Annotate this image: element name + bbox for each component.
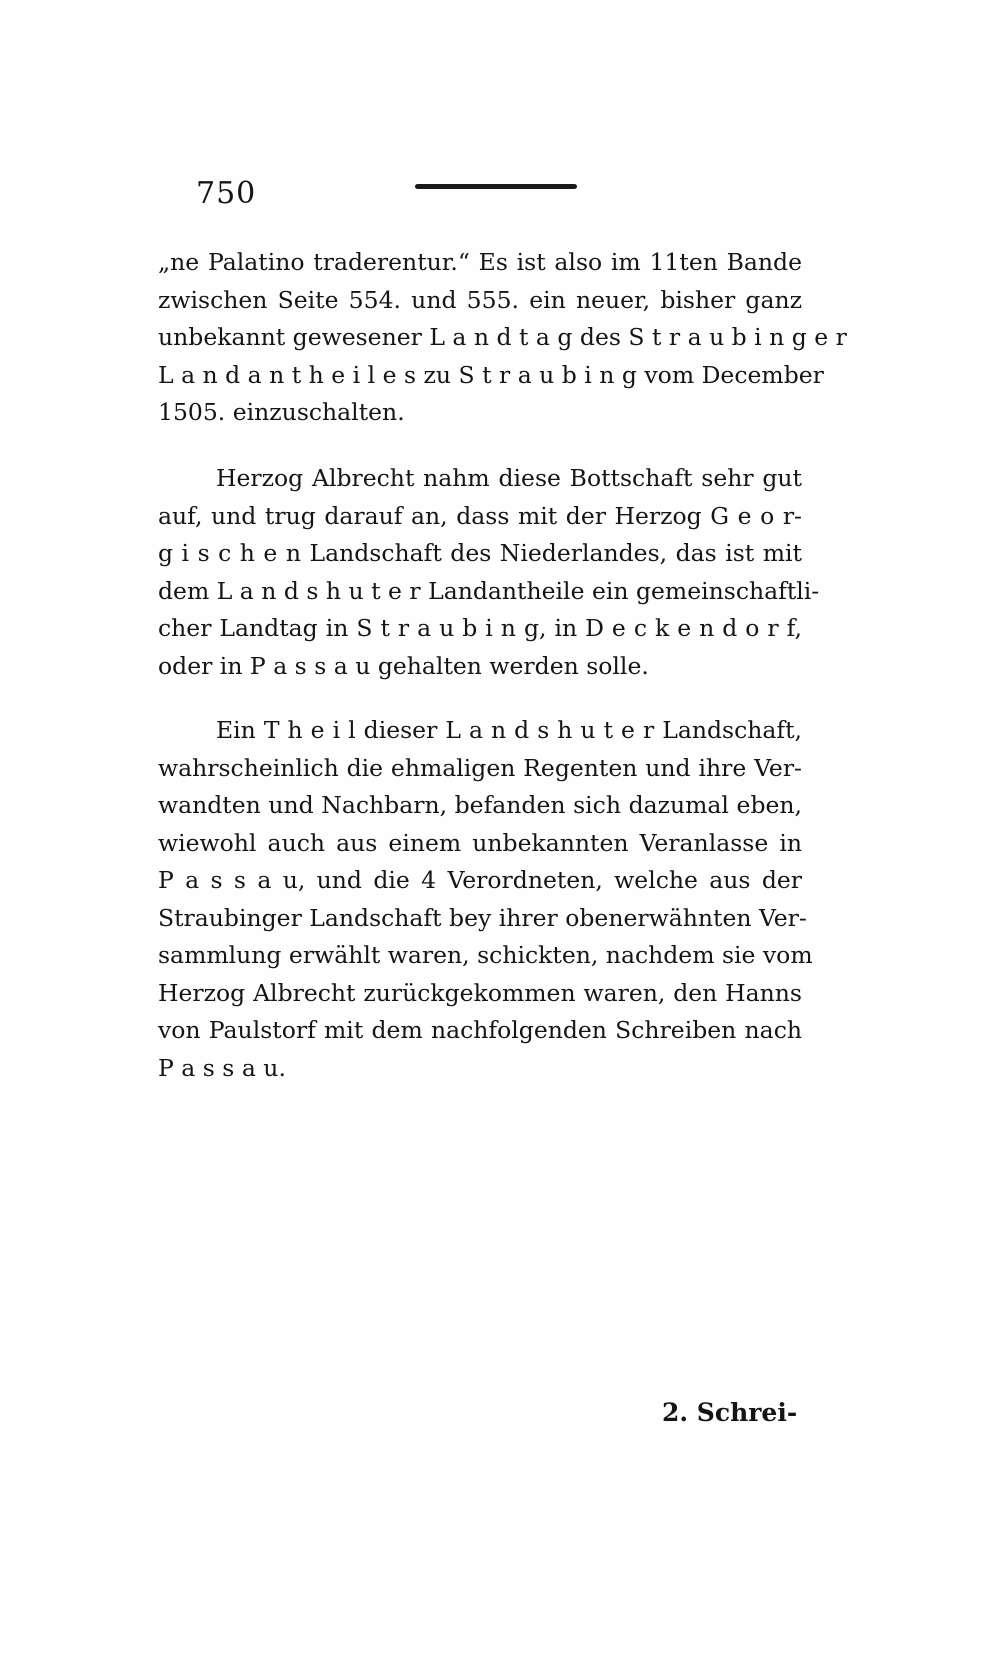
text-line: 1505. einzuschalten. [158,398,405,426]
text-line: sammlung erwählt waren, schickten, nachdem sie vom [158,941,813,969]
text-line: dem L a n d s h u t e r Landantheile ein gemeinschaftli- [158,576,820,605]
text-line: wandten und Nachbarn, befanden sich dazumal eben, [158,791,802,819]
text-line: unbekannt gewesener L a n d t a g des S t r a u b i n g e r [158,323,847,351]
text-line: wahrscheinlich die ehmaligen Regenten und ihre Ver- [158,753,802,782]
text-line: von Paulstorf mit dem nachfolgenden Schreiben nach [158,1016,802,1044]
text-line: cher Landtag in S t r a u b i n g, in D e c k e n d o r f, [158,614,802,642]
text-line: P a s s a u, und die 4 Verordneten, welche aus der [158,866,802,894]
text-line: oder in P a s s a u gehalten werden solle. [158,651,649,680]
text-line: auf, und trug darauf an, dass mit der Herzog G e o r- [158,501,802,530]
text-line: L a n d a n t h e i l e s zu S t r a u b i n g vom December [158,360,824,389]
text-line: Ein T h e i l dieser L a n d s h u t e r Landschaft, [216,716,802,744]
page-number: 750 [196,176,257,211]
text-line: Straubinger Landschaft bey ihrer obenerwähnten Ver- [158,903,807,932]
text-line: wiewohl auch aus einem unbekannten Veranlasse in [158,828,802,857]
header-rule [415,184,577,189]
text-line: Herzog Albrecht zurückgekommen waren, den Hanns [158,978,802,1007]
paragraph-1 [158,244,847,432]
paragraph-2 [158,460,820,685]
text-line: „ne Palatino traderentur.“ Es ist also im 11ten Bande [158,248,802,276]
text-line: Herzog Albrecht nahm diese Bottschaft sehr gut [216,464,802,492]
paragraph-3 [158,712,813,1087]
text-line: P a s s a u. [158,1053,286,1082]
catchword: 2. Schrei- [662,1398,798,1427]
text-line: g i s c h e n Landschaft des Niederlandes, das ist mit [158,539,802,567]
text-line: zwischen Seite 554. und 555. ein neuer, bisher ganz [158,285,802,314]
